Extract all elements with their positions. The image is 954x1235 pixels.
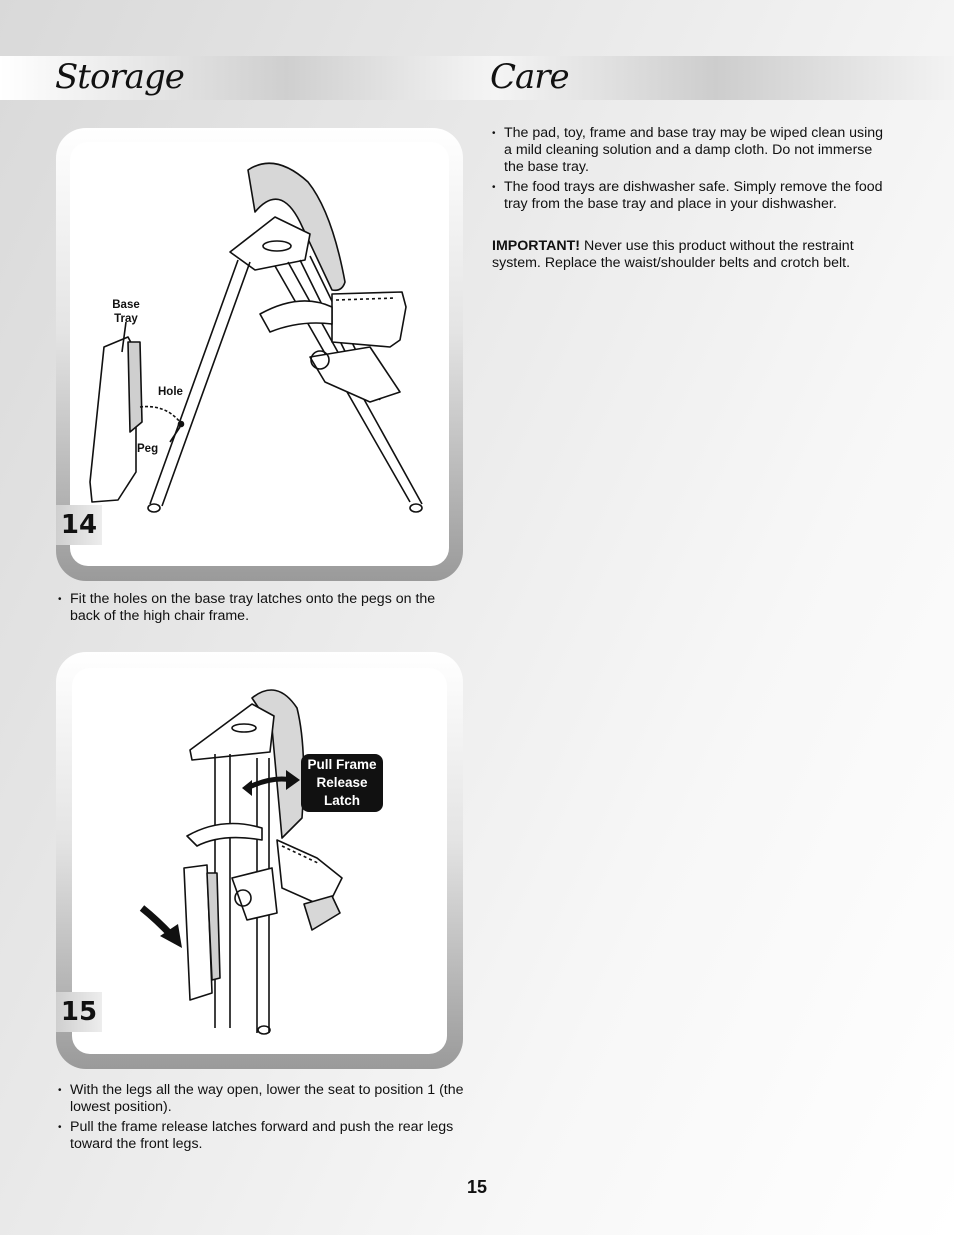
page-number: 15 [466, 1177, 488, 1197]
important-text: Never use this product without the restraint system. Replace the waist/shoulder belts and crotch belt. [492, 238, 854, 271]
folded-high-chair-illustration [72, 668, 447, 1054]
peg-label: Peg [137, 443, 159, 455]
step15-panel [56, 652, 463, 1069]
pull-frame-release-latch-callout: Pull Frame Release Latch [301, 754, 383, 812]
care-instructions [492, 125, 892, 216]
hole-label: Hole [158, 386, 183, 398]
important-warning [492, 238, 892, 272]
list-item: • The pad, toy, frame and base tray may be wiped clean using a mild cleaning solution and a damp cloth. Do not immerse the base tray. [492, 125, 892, 176]
high-chair-base-tray-illustration [70, 142, 449, 566]
care-title: Care [490, 57, 569, 97]
storage-title: Storage [55, 57, 184, 97]
step15-illustration-area [72, 668, 447, 1054]
step-number-14: 14 [56, 505, 102, 545]
step14-illustration-area [70, 142, 449, 566]
step14-instructions [58, 591, 458, 628]
base-tray-label: Base Tray [112, 299, 140, 325]
list-item: • Pull the frame release latches forward and push the rear legs toward the front legs. [58, 1119, 464, 1153]
list-item: • Fit the holes on the base tray latches onto the pegs on the back of the high chair frame. [58, 591, 458, 625]
important-label: IMPORTANT! [492, 238, 580, 254]
step-number-15: 15 [56, 992, 102, 1032]
step14-panel [56, 128, 463, 581]
list-item: • The food trays are dishwasher safe. Simply remove the food tray from the base tray and place in your dishwasher. [492, 179, 892, 213]
list-item: • With the legs all the way open, lower the seat to position 1 (the lowest position). [58, 1082, 464, 1116]
step15-instructions [58, 1082, 464, 1156]
